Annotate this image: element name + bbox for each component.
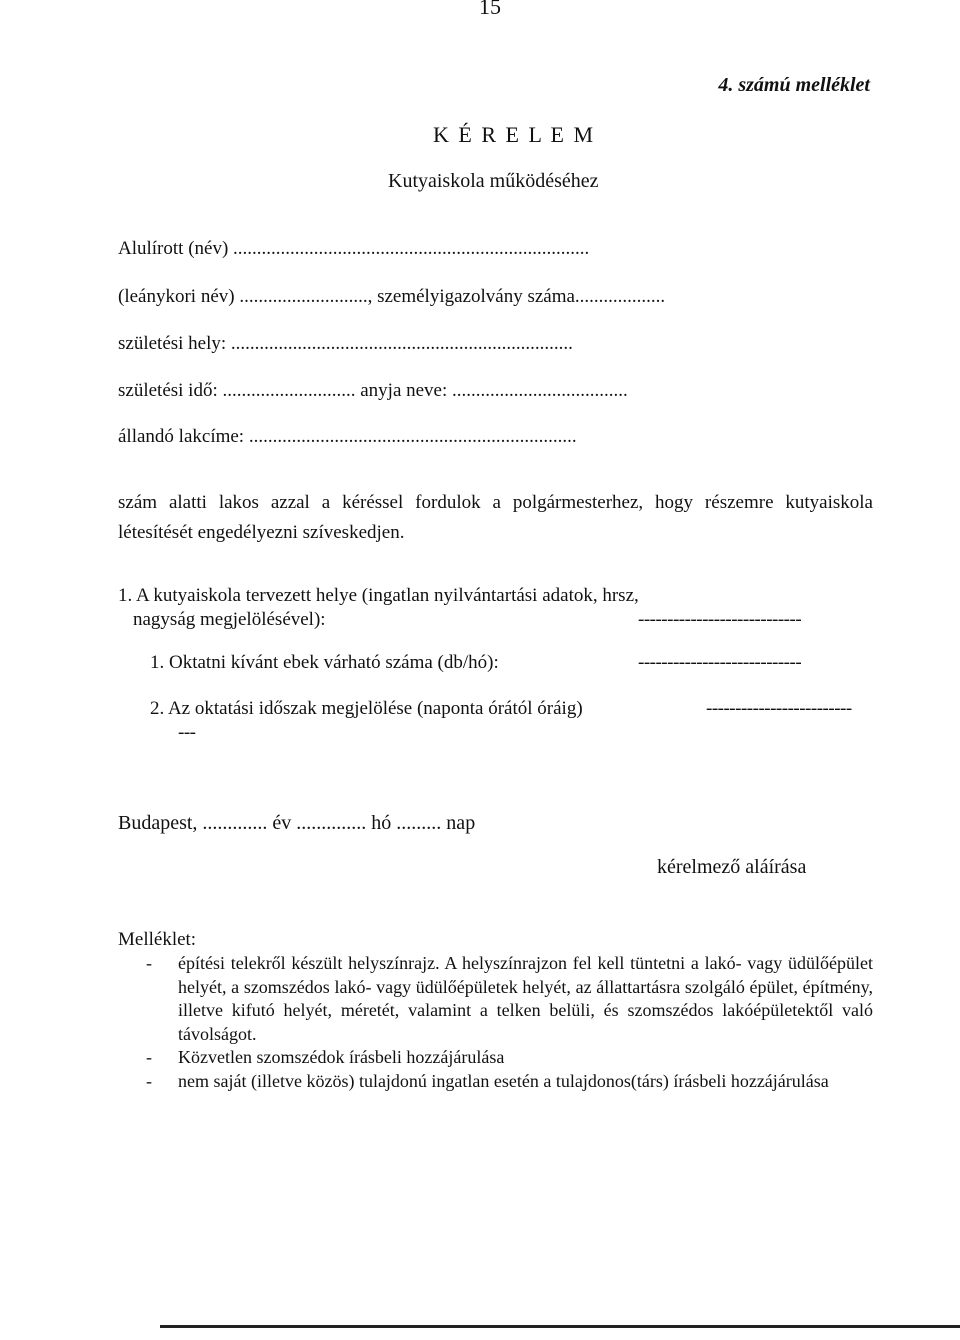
attachment-text: Közvetlen szomszédok írásbeli hozzájárulása	[178, 1047, 505, 1067]
attachment-item	[118, 1046, 873, 1070]
bullet-dash: -	[146, 1070, 152, 1091]
request-paragraph-line-2: létesítését engedélyezni szíveskedjen.	[118, 522, 405, 543]
bullet-dash: -	[146, 953, 152, 973]
item-location-line-1: 1. A kutyaiskola tervezett helye (ingatlan nyilvántartási adatok, hrsz,	[118, 585, 639, 606]
attachment-item	[118, 952, 873, 1046]
attachment-item	[118, 1070, 873, 1094]
request-paragraph-line-1: szám alatti lakos azzal a kéréssel fordulok a polgármesterhez, hogy részemre kutyaiskola	[118, 492, 873, 513]
address-field-line: állandó lakcíme: .....................................................................	[118, 426, 577, 447]
date-line: Budapest, ............. év .............. hó ......... nap	[118, 812, 476, 834]
document-subtitle: Kutyaiskola működéséhez	[388, 170, 599, 192]
document-title: K É R E L E M	[433, 122, 596, 147]
name-field-line: Alulírott (név) ...........................................................................	[118, 238, 590, 259]
maiden-name-id-field-line: (leánykori név) ..........................., személyigazolvány száma...................	[118, 286, 666, 307]
page-number: 15	[479, 0, 501, 19]
bottom-rule	[160, 1325, 960, 1328]
attachments-list	[118, 952, 873, 1093]
request-paragraph	[118, 488, 873, 548]
signature-label: kérelmező aláírása	[657, 856, 807, 878]
bullet-dash: -	[146, 1047, 152, 1067]
item-dog-count: 1. Oktatni kívánt ebek várható száma (db/hó):	[150, 652, 499, 673]
attachments-title: Melléklet:	[118, 929, 197, 950]
item-location-line-2: nagyság megjelölésével):	[133, 609, 326, 630]
item-training-period-dashes: -------------------------	[706, 698, 852, 719]
item-dog-count-dashes: ----------------------------	[638, 652, 802, 673]
birthdate-mother-field-line: születési idő: ............................ anyja neve: .....................................	[118, 380, 628, 401]
annex-label: 4. számú melléklet	[718, 74, 870, 96]
birthplace-field-line: születési hely: ........................................................................	[118, 333, 573, 354]
attachment-text: építési telekről készült helyszínrajz. A helyszínrajzon fel kell tüntetni a lakó- vagy üdülőépület helyét, a szomszédos lakó- vagy üdülőépületek helyét, az állattartásra szolgáló épület, építmény, illetve kifutó helyét, méretét, valamint a telken belüli, és szomszédos lakóépületektől való távolságot.	[178, 953, 873, 1044]
item-training-period-dashes-cont: ---	[178, 722, 196, 743]
item-location-dashes: ----------------------------	[638, 609, 802, 630]
item-training-period: 2. Az oktatási időszak megjelölése (naponta órától óráig)	[150, 698, 583, 719]
attachment-text: nem saját (illetve közös) tulajdonú ingatlan esetén a tulajdonos(társ) írásbeli hozzájárulása	[178, 1070, 829, 1091]
